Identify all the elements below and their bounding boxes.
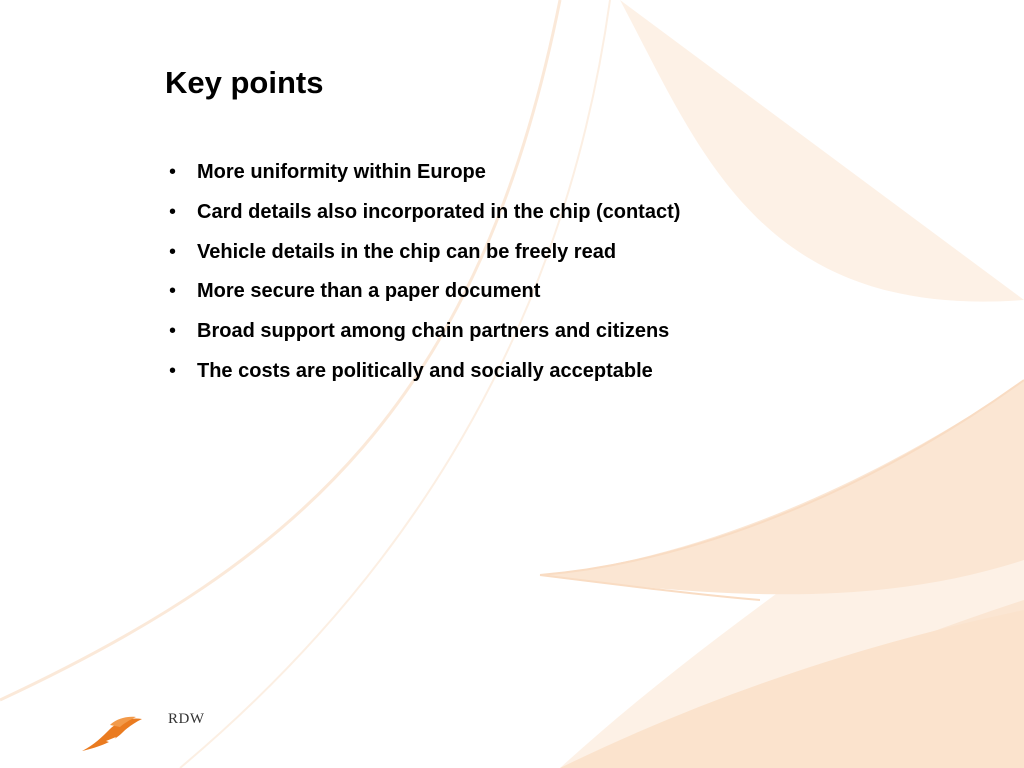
bullet-icon: • (169, 359, 177, 382)
list-item-text: More uniformity within Europe (197, 161, 486, 183)
list-item (165, 238, 680, 278)
list-item (165, 198, 680, 238)
bullet-icon: • (169, 240, 177, 263)
bullet-icon: • (169, 280, 177, 303)
list-item-text: Broad support among chain partners and citizens (197, 320, 670, 343)
list-item-text: Card details also incorporated in the chip (contact) (197, 200, 681, 223)
list-item (165, 158, 680, 198)
list-item-text: The costs are politically and socially acceptable (197, 359, 653, 382)
bullet-icon: • (169, 200, 177, 223)
list-item (165, 317, 680, 357)
rdw-swoosh-logo-icon (80, 715, 144, 753)
slide-title: Key points (165, 65, 324, 100)
bullet-icon: • (169, 161, 177, 183)
list-item (165, 277, 680, 317)
bullet-icon: • (169, 320, 177, 343)
rdw-logo-text: RDW (168, 711, 205, 727)
list-item (165, 357, 680, 397)
list-item-text: More secure than a paper document (197, 280, 541, 303)
key-points-list (165, 158, 680, 397)
list-item-text: Vehicle details in the chip can be freely read (197, 240, 617, 263)
